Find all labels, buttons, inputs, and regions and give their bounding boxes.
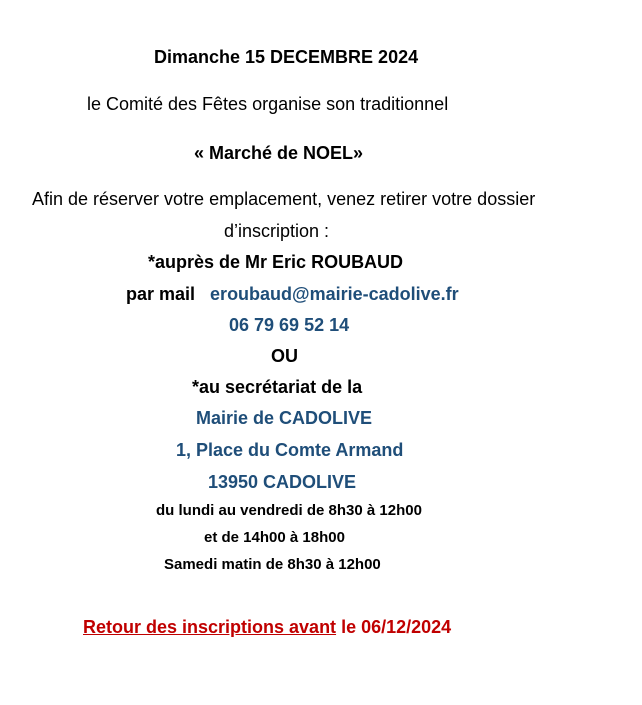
- mail-address-link[interactable]: eroubaud@mairie-cadolive.fr: [210, 284, 459, 304]
- hours-line-3: Samedi matin de 8h30 à 12h00: [164, 556, 381, 573]
- address-street: 1, Place du Comte Armand: [176, 440, 404, 460]
- address-city: 13950 CADOLIVE: [208, 472, 357, 492]
- hours-line-1: du lundi au vendredi de 8h30 à 12h00: [156, 502, 422, 519]
- mairie-name: Mairie de CADOLIVE: [196, 408, 373, 428]
- reserve-line-1: Afin de réserver votre emplacement, venez retirer votre dossier: [32, 189, 536, 209]
- deadline-date: le 06/12/2024: [336, 617, 452, 637]
- deadline-line: [83, 618, 451, 636]
- deadline-label: Retour des inscriptions avant: [83, 617, 337, 637]
- mail-label: par mail: [126, 284, 196, 304]
- reserve-line-2: d’inscription :: [224, 221, 330, 241]
- contact-line: *auprès de Mr Eric ROUBAUD: [148, 252, 404, 272]
- mail-line: [126, 285, 459, 303]
- intro-line: le Comité des Fêtes organise son traditionnel: [87, 94, 449, 114]
- date-line: Dimanche 15 DECEMBRE 2024: [154, 47, 419, 67]
- phone-number: 06 79 69 52 14: [229, 315, 350, 335]
- secretariat-line: *au secrétariat de la: [192, 377, 363, 397]
- or-word: OU: [271, 346, 298, 366]
- hours-line-2: et de 14h00 à 18h00: [204, 529, 345, 546]
- event-name: « Marché de NOEL»: [194, 143, 364, 163]
